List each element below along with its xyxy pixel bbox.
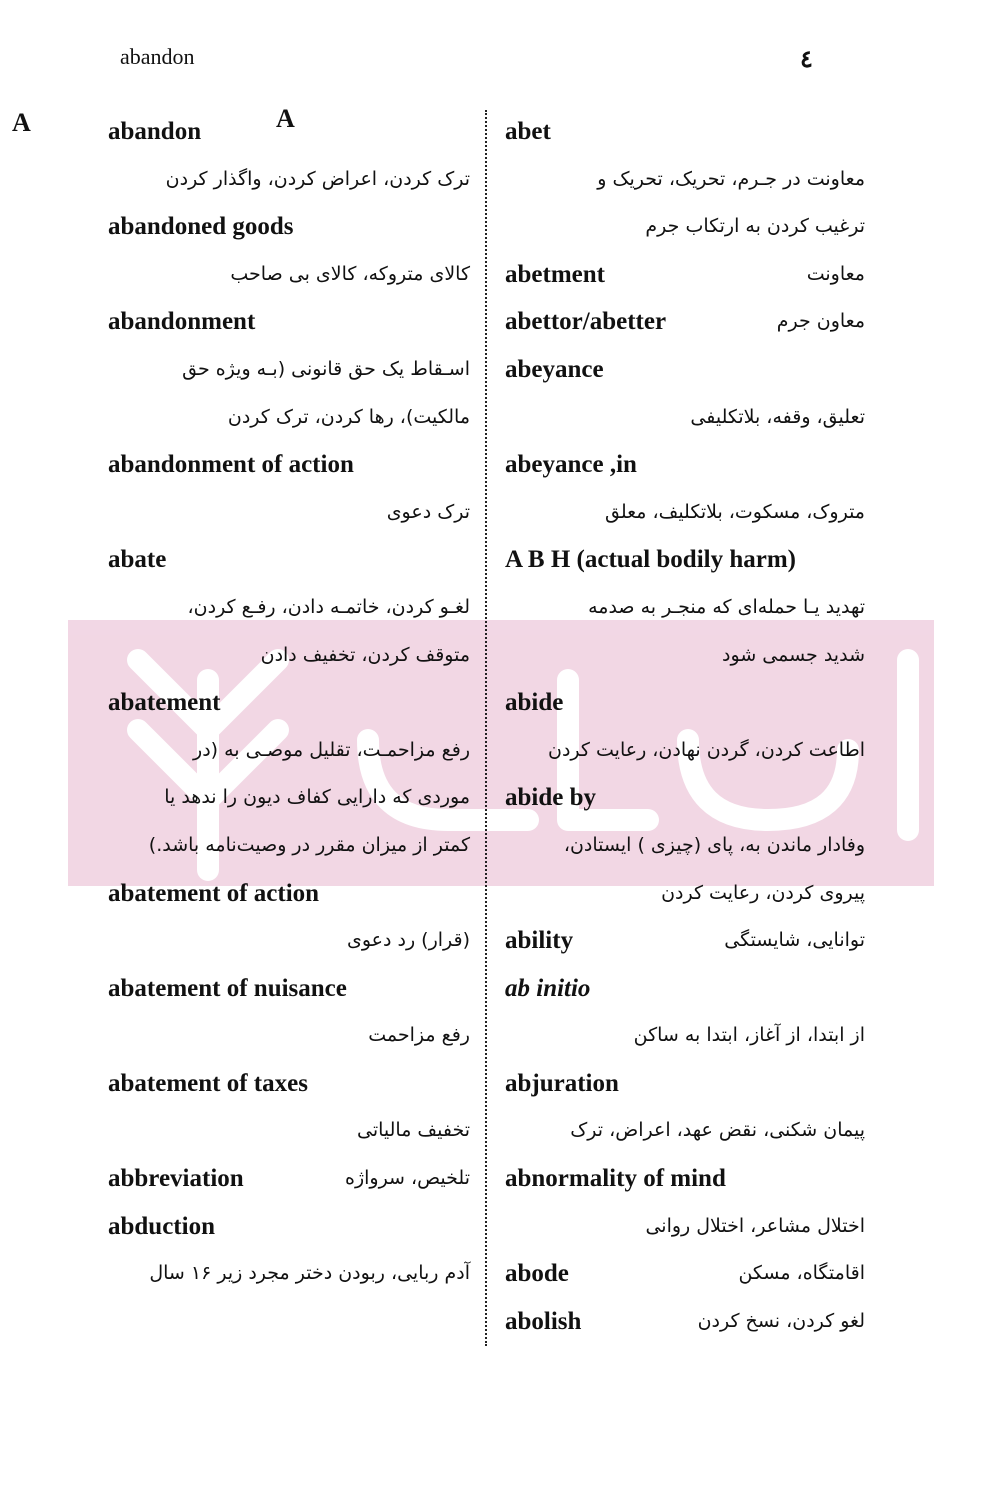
- entry-row: [108, 1060, 470, 1108]
- entry-row: [108, 1107, 470, 1155]
- entry-row: [108, 536, 470, 584]
- entry-row: [505, 822, 865, 870]
- entry-definition: از ابتدا، از آغاز، ابتدا به ساکن: [633, 1024, 865, 1047]
- entry-row: [505, 774, 865, 822]
- entry-row: [505, 394, 865, 442]
- entry-row: [108, 1203, 470, 1251]
- left-column: [108, 108, 470, 1298]
- entry-row: [505, 1155, 865, 1203]
- entry-row: [505, 251, 865, 299]
- entry-row: [505, 1203, 865, 1251]
- entry-term: abet: [505, 118, 551, 145]
- entry-definition: معاونت: [806, 262, 865, 285]
- entry-definition: رفع مزاحمت: [368, 1024, 470, 1047]
- entry-term: abeyance: [505, 355, 604, 383]
- entry-row: [108, 917, 470, 965]
- entry-row: [505, 917, 865, 965]
- entry-term: abeyance ,in: [505, 451, 637, 479]
- section-letter-margin: A: [12, 108, 31, 137]
- entry-term: abatement of action: [108, 879, 320, 907]
- entry-row: [505, 965, 865, 1013]
- entry-row: [108, 822, 470, 870]
- entry-definition: اسـقاط یک حق قانونی (بـه ویژه حق: [182, 357, 470, 380]
- entry-row: [505, 584, 865, 632]
- entry-row: [108, 727, 470, 775]
- entry-term: abatement of nuisance: [108, 974, 347, 1002]
- entry-definition: تلخیص، سرواژه: [344, 1167, 470, 1190]
- entry-row: [505, 536, 865, 584]
- entry-definition: متوقف کردن، تخفیف دادن: [260, 643, 470, 666]
- entry-definition: وفادار ماندن به، پای (چیزی ) ایستادن،: [563, 833, 865, 856]
- entry-row: [505, 632, 865, 680]
- entry-row: [505, 489, 865, 537]
- right-column: [505, 108, 865, 1345]
- entry-term: A B H (actual bodily harm): [505, 546, 796, 574]
- entry-row: [108, 584, 470, 632]
- entry-definition: اقامتگاه، مسکن: [738, 1262, 865, 1285]
- entry-definition: پیمان شکنی، نقض عهد، اعراض، ترک: [570, 1119, 865, 1142]
- entry-row: [108, 1250, 470, 1298]
- entry-definition: کمتر از میزان مقرر در وصیت‌نامه باشد.): [148, 833, 470, 856]
- entry-definition: متروک، مسکوت، بلاتکلیف، معلق: [605, 500, 865, 523]
- entry-row: [108, 394, 470, 442]
- entry-term: abatement of taxes: [108, 1069, 308, 1097]
- entry-term: abbreviation: [108, 1165, 244, 1193]
- entry-row: [505, 1107, 865, 1155]
- entry-row: [108, 489, 470, 537]
- entry-row: [108, 441, 470, 489]
- entry-row: [108, 108, 470, 156]
- entry-row: [108, 870, 470, 918]
- entry-term: ability: [505, 927, 574, 955]
- entry-definition: رفع مزاحمـت، تقلیل موصـی به (در: [193, 738, 470, 761]
- entry-term: abate: [108, 546, 167, 574]
- entry-definition: تخفیف مالیاتی: [356, 1119, 470, 1142]
- entry-definition: معاونت در جـرم، تحریک، تحریک و: [597, 167, 865, 190]
- entry-term: abjuration: [505, 1069, 619, 1097]
- entry-term: abetment: [505, 260, 605, 288]
- entry-definition: شدید جسمی شود: [722, 643, 865, 666]
- entry-row: [505, 1012, 865, 1060]
- entry-definition: تهدید یـا حمله‌ای که منجـر به صدمه: [588, 595, 865, 618]
- entry-row: [108, 1012, 470, 1060]
- entry-row: [505, 346, 865, 394]
- entry-definition: تعلیق، وقفه، بلاتکلیفی: [690, 405, 865, 428]
- entry-row: [108, 298, 470, 346]
- entry-definition: اختلال مشاعر، اختلال روانی: [645, 1214, 865, 1237]
- entry-definition: معاون جرم: [776, 310, 865, 333]
- entry-row: [505, 203, 865, 251]
- entry-definition: موردی که دارایی کفاف دیون را ندهد یا: [164, 786, 470, 809]
- running-head: abandon: [120, 44, 195, 69]
- entry-definition: (قرار) رد دعوی: [346, 929, 470, 952]
- entry-definition: آدم ربایی، ربودن دختر مجرد زیر ١۶ سال: [149, 1262, 470, 1285]
- entry-term: abatement: [108, 689, 221, 717]
- entry-term: abandon: [108, 118, 202, 145]
- entry-definition: پیروی کردن، رعایت کردن: [661, 881, 865, 904]
- entry-term: abide by: [505, 784, 597, 812]
- entry-definition: لغو کردن، نسخ کردن: [697, 1309, 865, 1332]
- entry-row: [108, 203, 470, 251]
- section-letter-heading: A: [276, 104, 295, 133]
- entry-row: [505, 1298, 865, 1346]
- entry-row: [108, 346, 470, 394]
- entry-row: [505, 298, 865, 346]
- entry-term: abettor/abetter: [505, 308, 667, 336]
- entry-term: abolish: [505, 1307, 582, 1335]
- entry-term: abnormality of mind: [505, 1165, 726, 1193]
- entry-definition: لغـو کردن، خاتمـه دادن، رفـع کردن،: [187, 595, 470, 618]
- entry-term: ab initio: [505, 974, 591, 1002]
- entry-row: [108, 679, 470, 727]
- entry-term: abandoned goods: [108, 213, 294, 241]
- entry-row: [108, 1155, 470, 1203]
- column-divider: [485, 110, 487, 1346]
- entry-definition: مالکیت)، رها کردن، ترک کردن: [227, 405, 470, 428]
- entry-definition: کالای متروکه، کالای بی صاحب: [230, 262, 470, 285]
- entry-row: [505, 727, 865, 775]
- entry-row: [108, 251, 470, 299]
- entry-term: abide: [505, 689, 564, 717]
- entry-row: [505, 1250, 865, 1298]
- entry-row: [505, 441, 865, 489]
- entry-row: [108, 774, 470, 822]
- entry-row: [108, 965, 470, 1013]
- entry-row: [505, 1060, 865, 1108]
- entry-row: [505, 156, 865, 204]
- entry-row: [108, 632, 470, 680]
- entry-term: abandonment of action: [108, 451, 354, 479]
- entry-definition: ترک کردن، اعراض کردن، واگذار کردن: [165, 167, 470, 190]
- page-number: ٤: [800, 44, 813, 73]
- entry-definition: اطاعت کردن، گردن نهادن، رعایت کردن: [548, 738, 865, 761]
- entry-term: abode: [505, 1260, 569, 1288]
- entry-row: [108, 156, 470, 204]
- entry-definition: توانایی، شایستگی: [724, 929, 865, 952]
- entry-row: [505, 108, 865, 156]
- entry-term: abduction: [108, 1212, 215, 1240]
- entry-term: abandonment: [108, 308, 256, 336]
- entry-row: [505, 679, 865, 727]
- entry-definition: ترغیب کردن به ارتکاب جرم: [645, 215, 865, 238]
- entry-definition: ترک دعوی: [386, 500, 470, 523]
- entry-row: [505, 870, 865, 918]
